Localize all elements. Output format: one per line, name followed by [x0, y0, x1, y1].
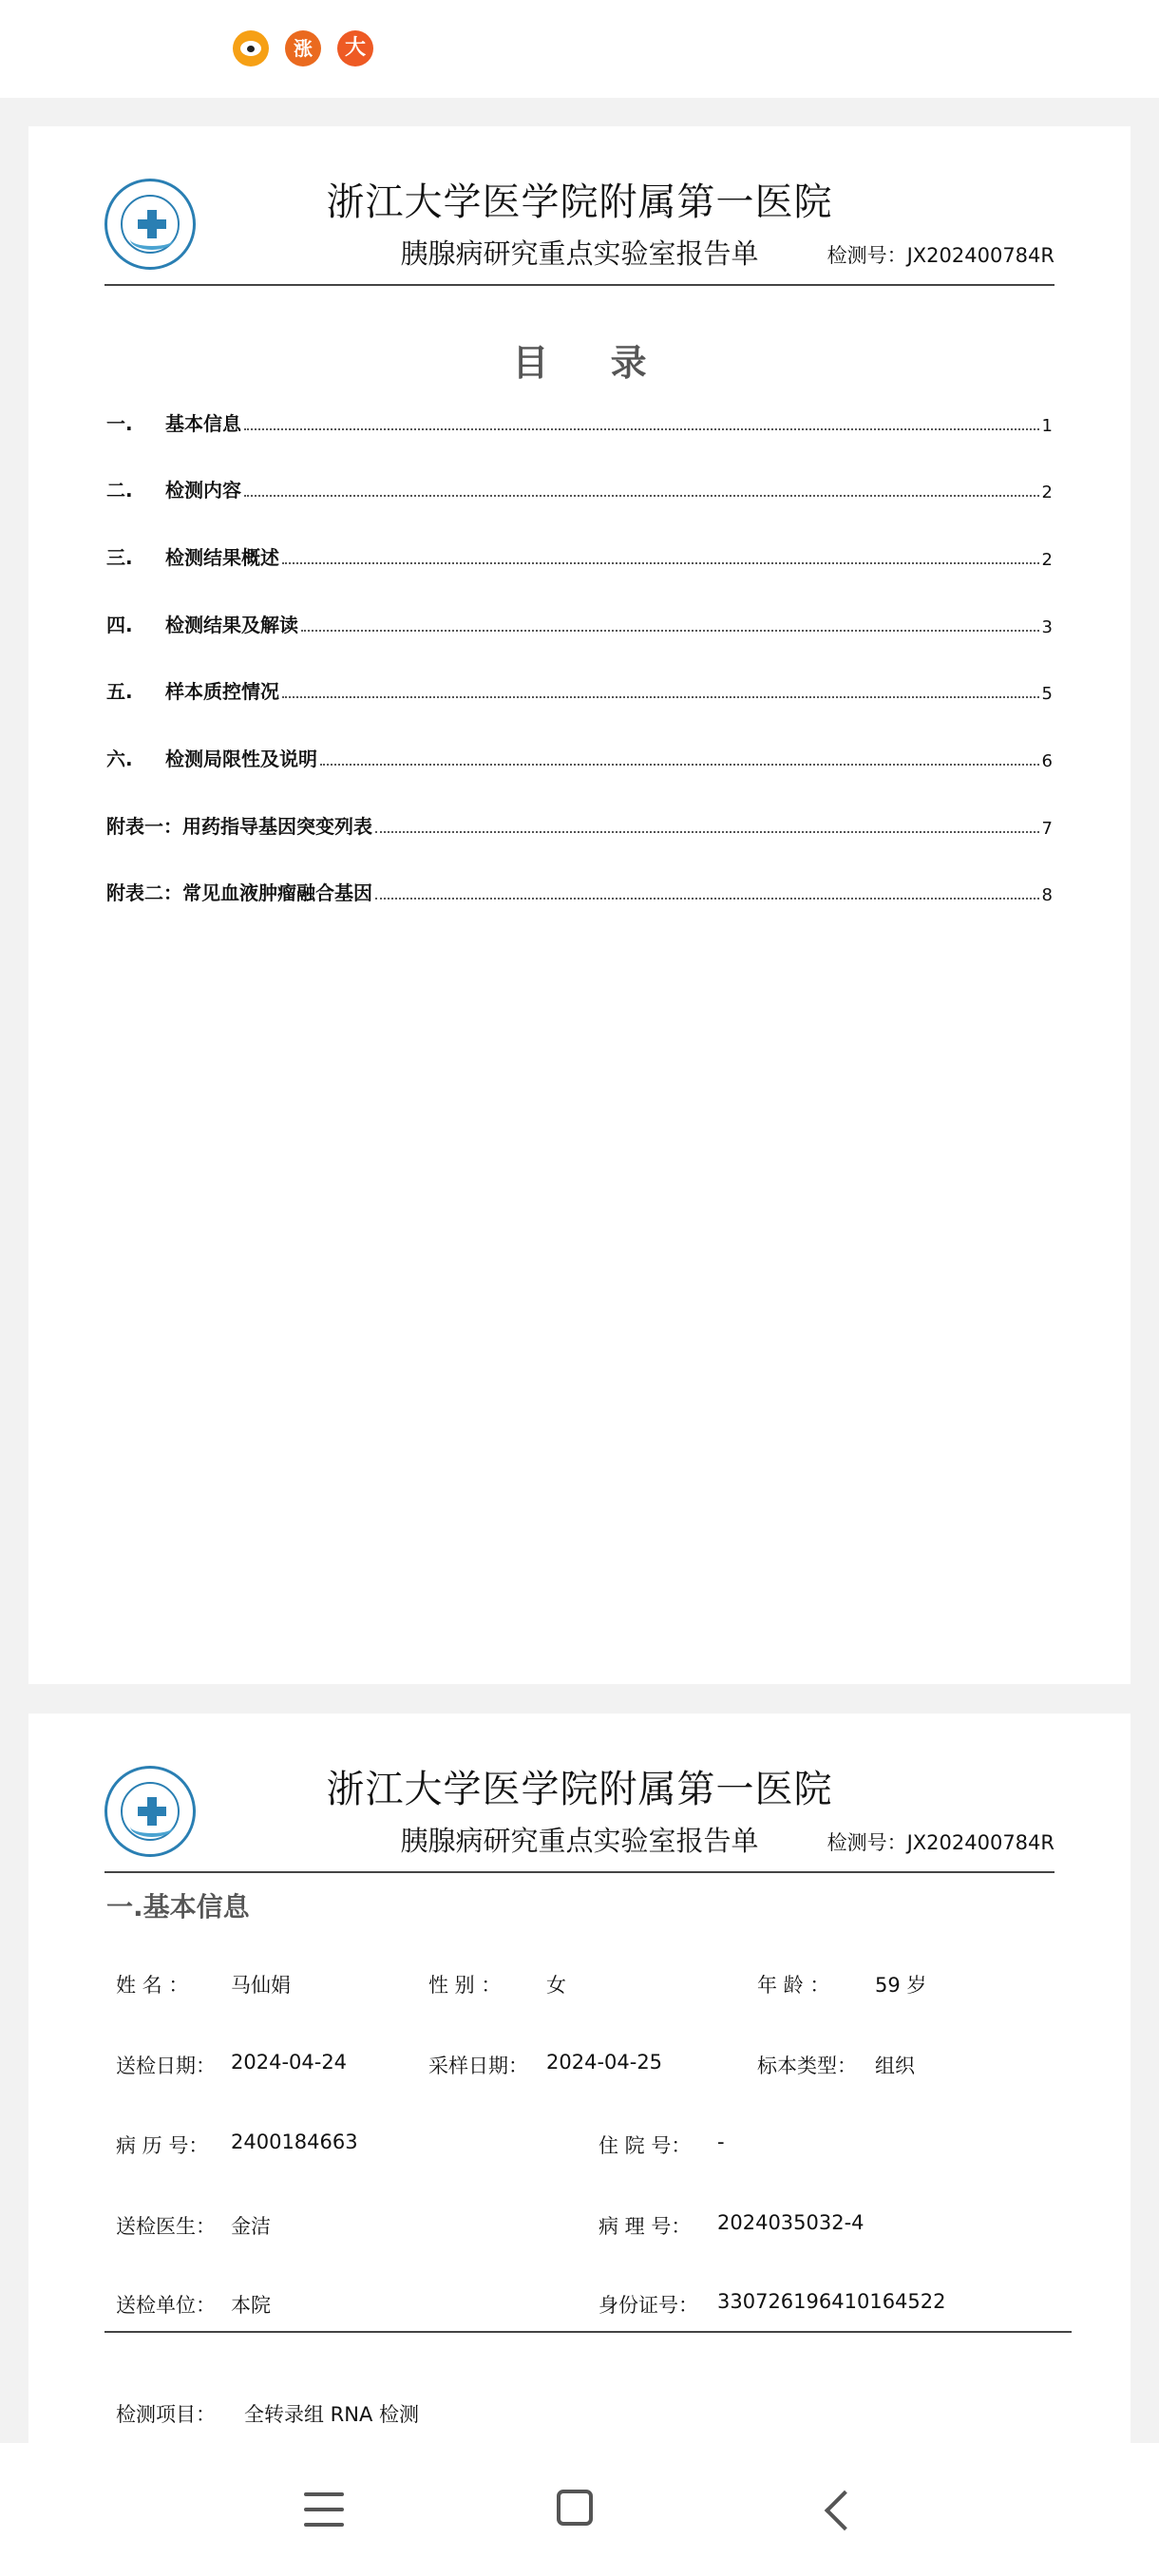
- id-number-value: 330726196410164522: [717, 2290, 946, 2313]
- hospital-name: 浙江大学医学院附属第一医院: [326, 180, 833, 224]
- name-value: 马仙娟: [231, 1974, 291, 1997]
- project-label: 检测项目：: [116, 2403, 216, 2426]
- pathology-number-value: 2024035032-4: [717, 2211, 864, 2234]
- record-number-label: 病 历 号：: [116, 2134, 209, 2157]
- test-number: 检测号：JX202400784R: [826, 244, 1054, 267]
- test-number: 检测号：JX202400784R: [826, 1831, 1054, 1854]
- toc-leader: [244, 428, 1039, 430]
- toc-item[interactable]: [106, 745, 1053, 771]
- toc-item[interactable]: [106, 476, 1053, 502]
- toc-title: 目 录: [512, 342, 672, 384]
- submit-date-value: 2024-04-24: [231, 2051, 348, 2074]
- header-divider: [104, 1871, 1054, 1873]
- toc-leader: [282, 562, 1039, 564]
- toc-item-page: 2: [1041, 550, 1053, 570]
- toc-item[interactable]: [106, 543, 1053, 570]
- toc-leader: [282, 696, 1039, 698]
- toc-item-label: 检测内容: [165, 479, 241, 502]
- sample-date-value: 2024-04-25: [546, 2051, 663, 2074]
- toc-item-number: 三.: [106, 546, 133, 569]
- toc-leader: [244, 495, 1039, 497]
- specimen-label: 标本类型：: [757, 2055, 857, 2077]
- toc-item-page: 2: [1041, 483, 1053, 502]
- app-b-glyph: 涨: [294, 37, 313, 60]
- inpatient-number-value: -: [717, 2131, 725, 2153]
- sex-value: 女: [546, 1974, 566, 1997]
- toc-item-label: 检测结果及解读: [165, 614, 298, 636]
- name-label: 姓 名 ：: [116, 1974, 189, 1997]
- pathology-number-label: 病 理 号：: [598, 2215, 692, 2238]
- toc-item-label: 附表一：用药指导基因突变列表: [106, 815, 372, 838]
- toc-leader: [375, 898, 1039, 900]
- submit-date-label: 送检日期：: [116, 2055, 216, 2077]
- info-divider: [104, 2331, 1072, 2333]
- doctor-label: 送检医生：: [116, 2215, 216, 2238]
- toc-item[interactable]: [106, 611, 1053, 637]
- app-c-glyph: 大: [344, 36, 366, 60]
- hospital-name: 浙江大学医学院附属第一医院: [326, 1768, 833, 1811]
- navigation-bar: [0, 2443, 1159, 2576]
- toc-item-page: 3: [1041, 617, 1053, 637]
- section-title: 一.基本信息: [106, 1891, 250, 1923]
- toc-item-label: 检测结果概述: [165, 546, 279, 569]
- age-label: 年 龄 ：: [757, 1974, 830, 1997]
- toc-item[interactable]: [106, 879, 1053, 905]
- record-number-value: 2400184663: [231, 2131, 358, 2153]
- toc-item-page: 7: [1041, 819, 1053, 839]
- toc-item-page: 8: [1041, 885, 1053, 905]
- toc-item-number: 五.: [106, 680, 133, 703]
- lab-name: 胰腺病研究重点实验室报告单: [400, 237, 759, 270]
- app-c-icon[interactable]: [337, 30, 373, 66]
- project-value: 全转录组 RNA 检测: [244, 2403, 420, 2426]
- home-icon[interactable]: [557, 2490, 593, 2526]
- header-divider: [104, 284, 1054, 286]
- inpatient-number-label: 住 院 号：: [598, 2134, 692, 2157]
- toc-item[interactable]: [106, 409, 1053, 436]
- unit-label: 送检单位：: [116, 2294, 216, 2317]
- report-page-1: [28, 126, 1130, 1684]
- toc-item[interactable]: [106, 677, 1053, 704]
- toc-item-page: 6: [1041, 751, 1053, 771]
- toc-item-label: 检测局限性及说明: [165, 748, 317, 770]
- app-b-icon[interactable]: [285, 30, 321, 66]
- toc-item-page: 5: [1041, 684, 1053, 704]
- back-icon[interactable]: [825, 2491, 864, 2530]
- toc-item-label: 基本信息: [165, 412, 241, 435]
- report-page-2: [28, 1714, 1130, 2443]
- age-value: 59 岁: [875, 1974, 927, 1997]
- toc-item-page: 1: [1041, 416, 1053, 436]
- sex-label: 性 别 ：: [428, 1974, 502, 1997]
- toc-item-number: 一.: [106, 412, 133, 435]
- toc-item-number: 二.: [106, 479, 133, 502]
- toc-item-number: 六.: [106, 748, 133, 770]
- toc-item-label: 样本质控情况: [165, 680, 279, 703]
- lab-name: 胰腺病研究重点实验室报告单: [400, 1825, 759, 1857]
- toc-item-number: 四.: [106, 614, 133, 636]
- top-bar: [0, 0, 1159, 98]
- sample-date-label: 采样日期：: [428, 2055, 528, 2077]
- specimen-value: 组织: [875, 2055, 915, 2077]
- menu-icon[interactable]: [304, 2492, 344, 2527]
- id-number-label: 身份证号：: [598, 2294, 698, 2317]
- toc-leader: [320, 764, 1039, 766]
- toc-item-label: 附表二：常见血液肿瘤融合基因: [106, 881, 372, 904]
- doctor-value: 金洁: [231, 2215, 271, 2238]
- toc-item[interactable]: [106, 812, 1053, 839]
- toc-leader: [375, 831, 1039, 833]
- weibo-icon[interactable]: [233, 30, 269, 66]
- toc-leader: [301, 630, 1039, 632]
- unit-value: 本院: [231, 2294, 271, 2317]
